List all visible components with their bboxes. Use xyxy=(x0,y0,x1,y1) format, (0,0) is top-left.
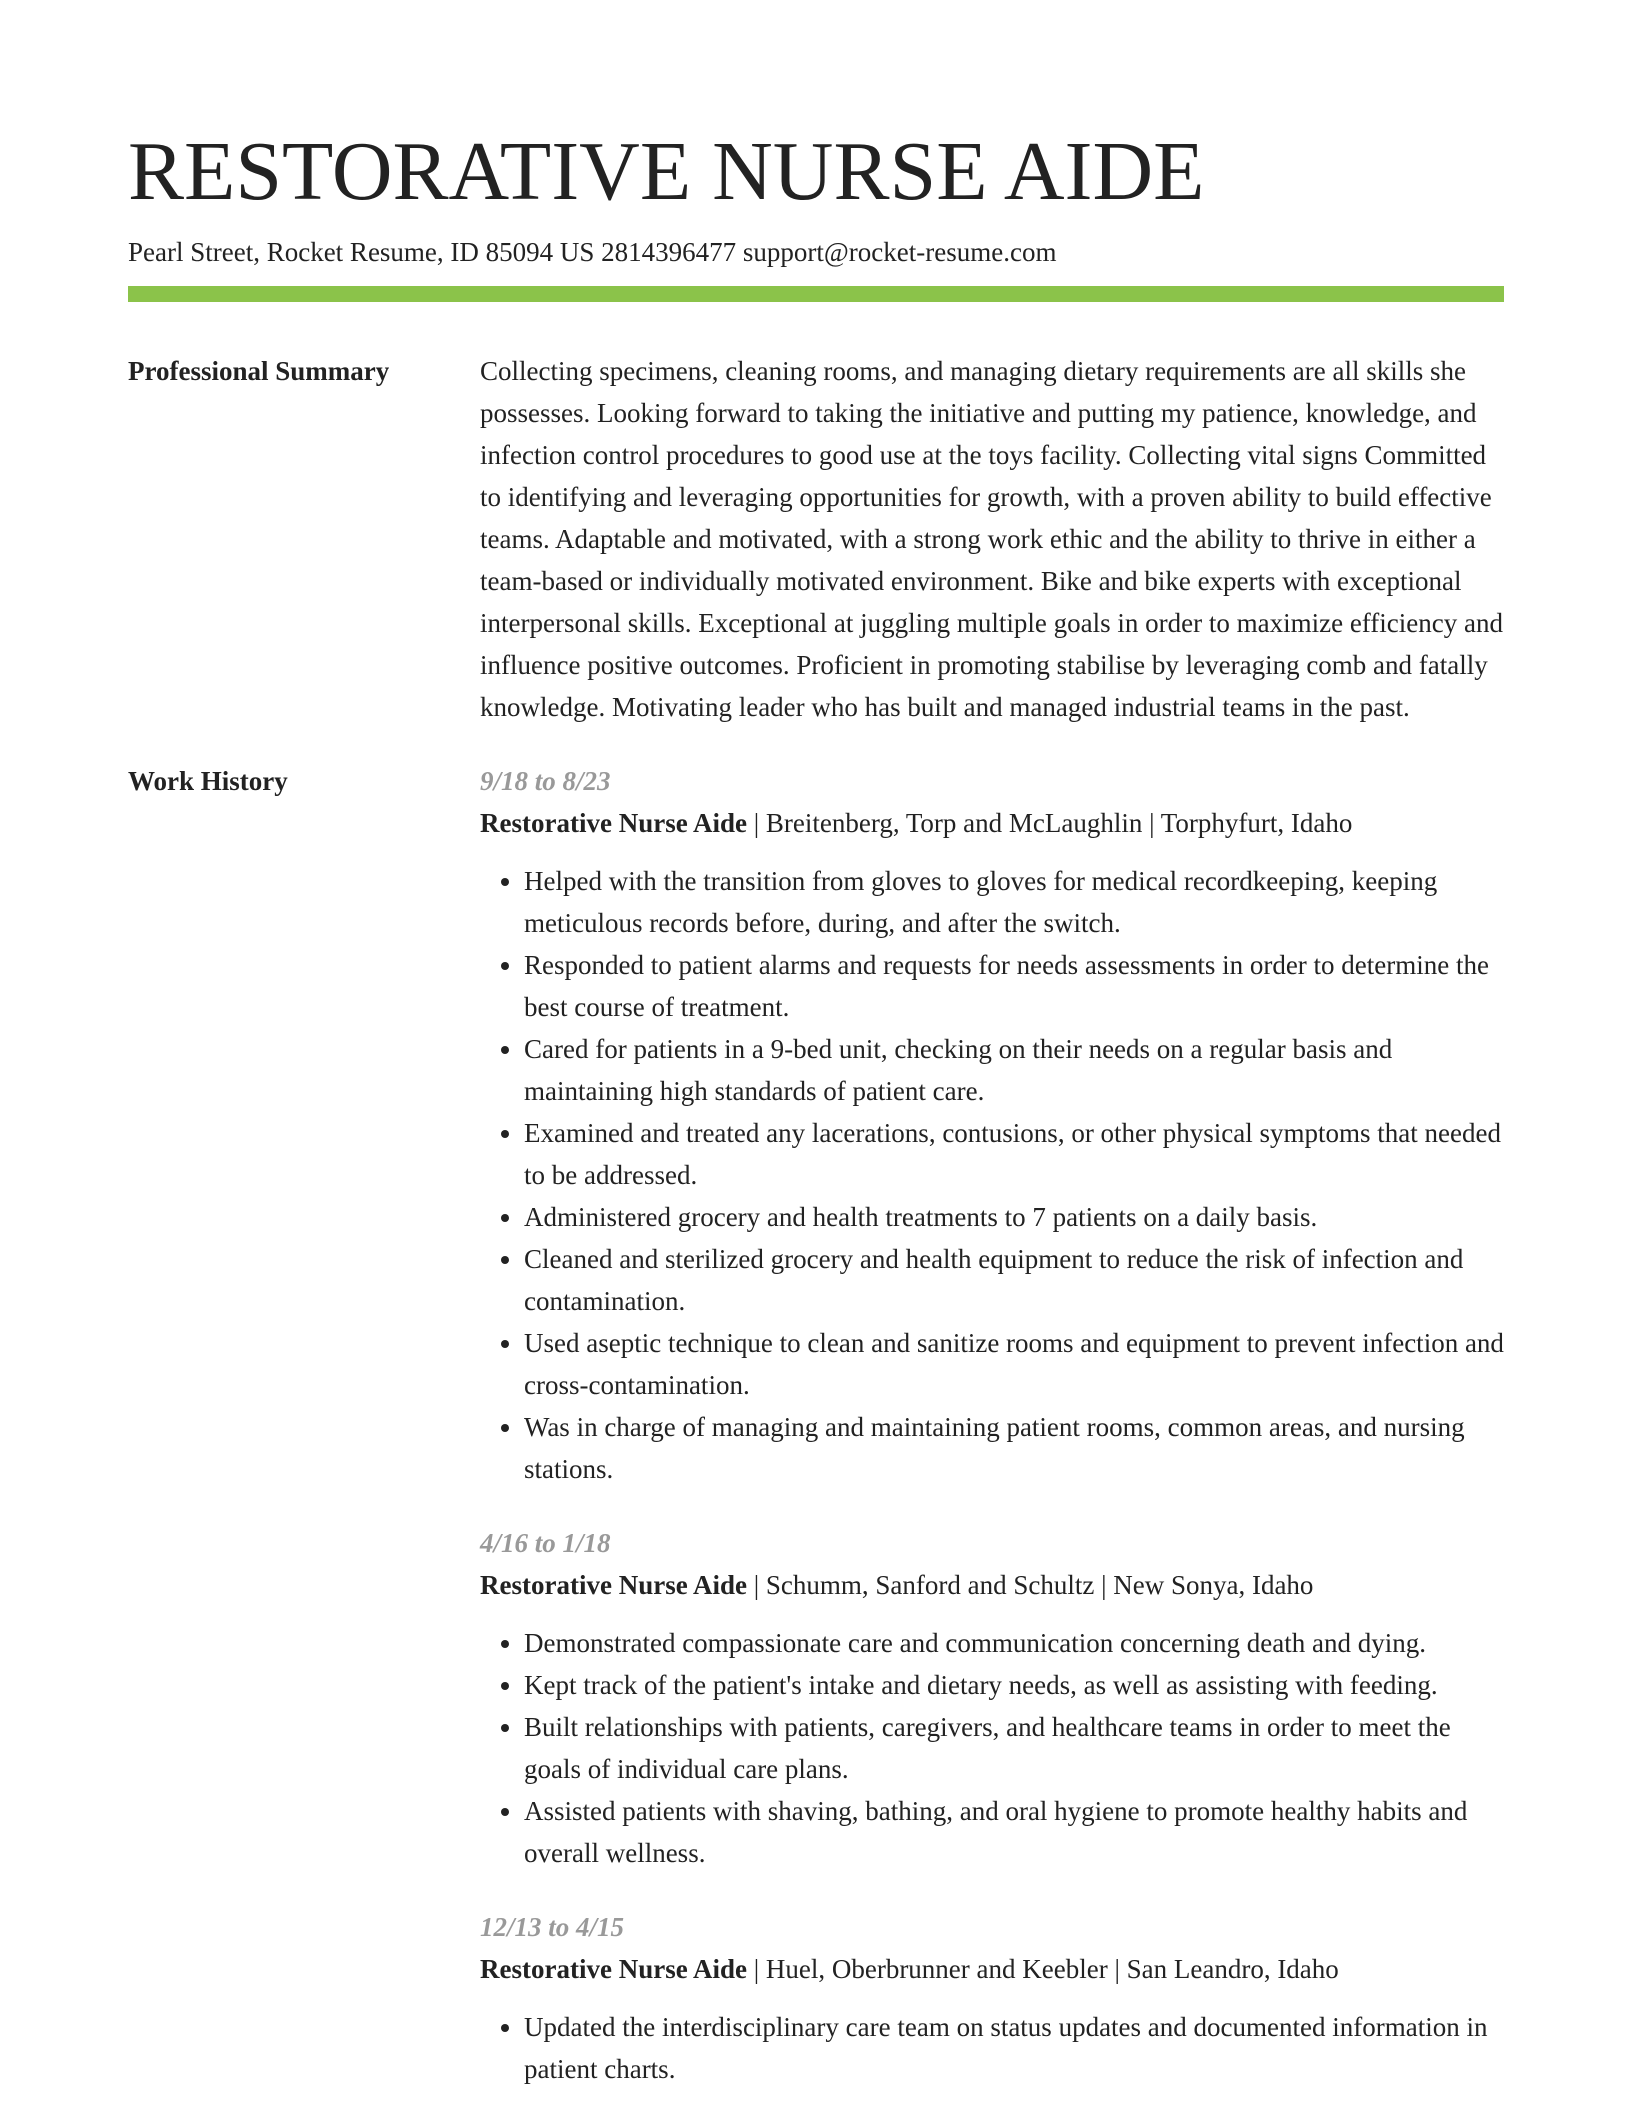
job-duty-item: • Examined and treated any lacerations, contusions, or other physical symptoms that needed to be addressed. xyxy=(524,1112,1504,1196)
job-duties-list xyxy=(480,1622,1504,1874)
job-dates: 9/18 to 8/23 xyxy=(480,766,611,796)
job-employer-location: | Schumm, Sanford and Schultz | New Sonya, Idaho xyxy=(746,1570,1314,1600)
job-entry xyxy=(480,760,1504,1490)
job-duties-list xyxy=(480,860,1504,1490)
job-duty-item: • Helped with the transition from gloves to gloves for medical recordkeeping, keeping meticulous records before, during, and after the switch. xyxy=(524,860,1504,944)
job-duty-item: • Was in charge of managing and maintaining patient rooms, common areas, and nursing stations. xyxy=(524,1406,1504,1490)
job-duty-item: • Cared for patients in a 9-bed unit, checking on their needs on a regular basis and maintaining high standards of patient care. xyxy=(524,1028,1504,1112)
job-heading xyxy=(480,1948,1504,1990)
professional-summary-section xyxy=(128,350,1504,728)
job-entry xyxy=(480,1906,1504,2090)
job-title: Restorative Nurse Aide xyxy=(480,808,747,838)
job-title: Restorative Nurse Aide xyxy=(480,1570,747,1600)
job-employer-location: | Breitenberg, Torp and McLaughlin | Torphyfurt, Idaho xyxy=(746,808,1353,838)
job-heading xyxy=(480,1564,1504,1606)
job-duty-item: • Responded to patient alarms and requests for needs assessments in order to determine the best course of treatment. xyxy=(524,944,1504,1028)
job-entry xyxy=(480,1522,1504,1874)
job-duty-item: • Built relationships with patients, caregivers, and healthcare teams in order to meet the goals of individual care plans. xyxy=(524,1706,1504,1790)
job-duty-item: • Assisted patients with shaving, bathing, and oral hygiene to promote healthy habits and overall wellness. xyxy=(524,1790,1504,1874)
resume-name-heading: RESTORATIVE NURSE AIDE xyxy=(128,125,1205,218)
job-duty-item: • Demonstrated compassionate care and communication concerning death and dying. xyxy=(524,1622,1504,1664)
job-duty-item: • Updated the interdisciplinary care team on status updates and documented information in patient charts. xyxy=(524,2006,1504,2090)
contact-info: Pearl Street, Rocket Resume, ID 85094 US 2814396477 support@rocket-resume.com xyxy=(128,237,1057,267)
job-duties-list xyxy=(480,2006,1504,2090)
summary-text: Collecting specimens, cleaning rooms, and managing dietary requirements are all skills she possesses. Looking forward to taking the initiative and putting my patience, knowledge, and infection control procedures to good use at the toys facility. Collecting vital signs Committed to identifying and leveraging opportunities for growth, with a proven ability to build effective teams. Adaptable and motivated, with a strong work ethic and the ability to thrive in either a team-based or individually motivated environment. Bike and bike experts with exceptional interpersonal skills. Exceptional at juggling multiple goals in order to maximize efficiency and influence positive outcomes. Proficient in promoting stabilise by leveraging comb and fatally knowledge. Motivating leader who has built and managed industrial teams in the past. xyxy=(480,356,1503,722)
job-employer-location: | Huel, Oberbrunner and Keebler | San Leandro, Idaho xyxy=(746,1954,1339,1984)
job-dates: 4/16 to 1/18 xyxy=(480,1528,611,1558)
job-duty-item: • Cleaned and sterilized grocery and health equipment to reduce the risk of infection and contamination. xyxy=(524,1238,1504,1322)
job-duty-item: • Administered grocery and health treatments to 7 patients on a daily basis. xyxy=(524,1196,1504,1238)
resume-page xyxy=(128,0,1504,2122)
work-history-section xyxy=(128,760,1504,2122)
job-duty-item: • Used aseptic technique to clean and sanitize rooms and equipment to prevent infection and cross-contamination. xyxy=(524,1322,1504,1406)
job-duty-item: • Kept track of the patient's intake and dietary needs, as well as assisting with feeding. xyxy=(524,1664,1504,1706)
work-history-body xyxy=(480,760,1504,2122)
job-title: Restorative Nurse Aide xyxy=(480,1954,747,1984)
summary-body xyxy=(480,350,1504,728)
header-accent-rule xyxy=(128,286,1504,302)
section-label-summary: Professional Summary xyxy=(128,356,390,386)
section-label-work-history: Work History xyxy=(128,766,288,796)
job-dates: 12/13 to 4/15 xyxy=(480,1912,625,1942)
job-heading xyxy=(480,802,1504,844)
